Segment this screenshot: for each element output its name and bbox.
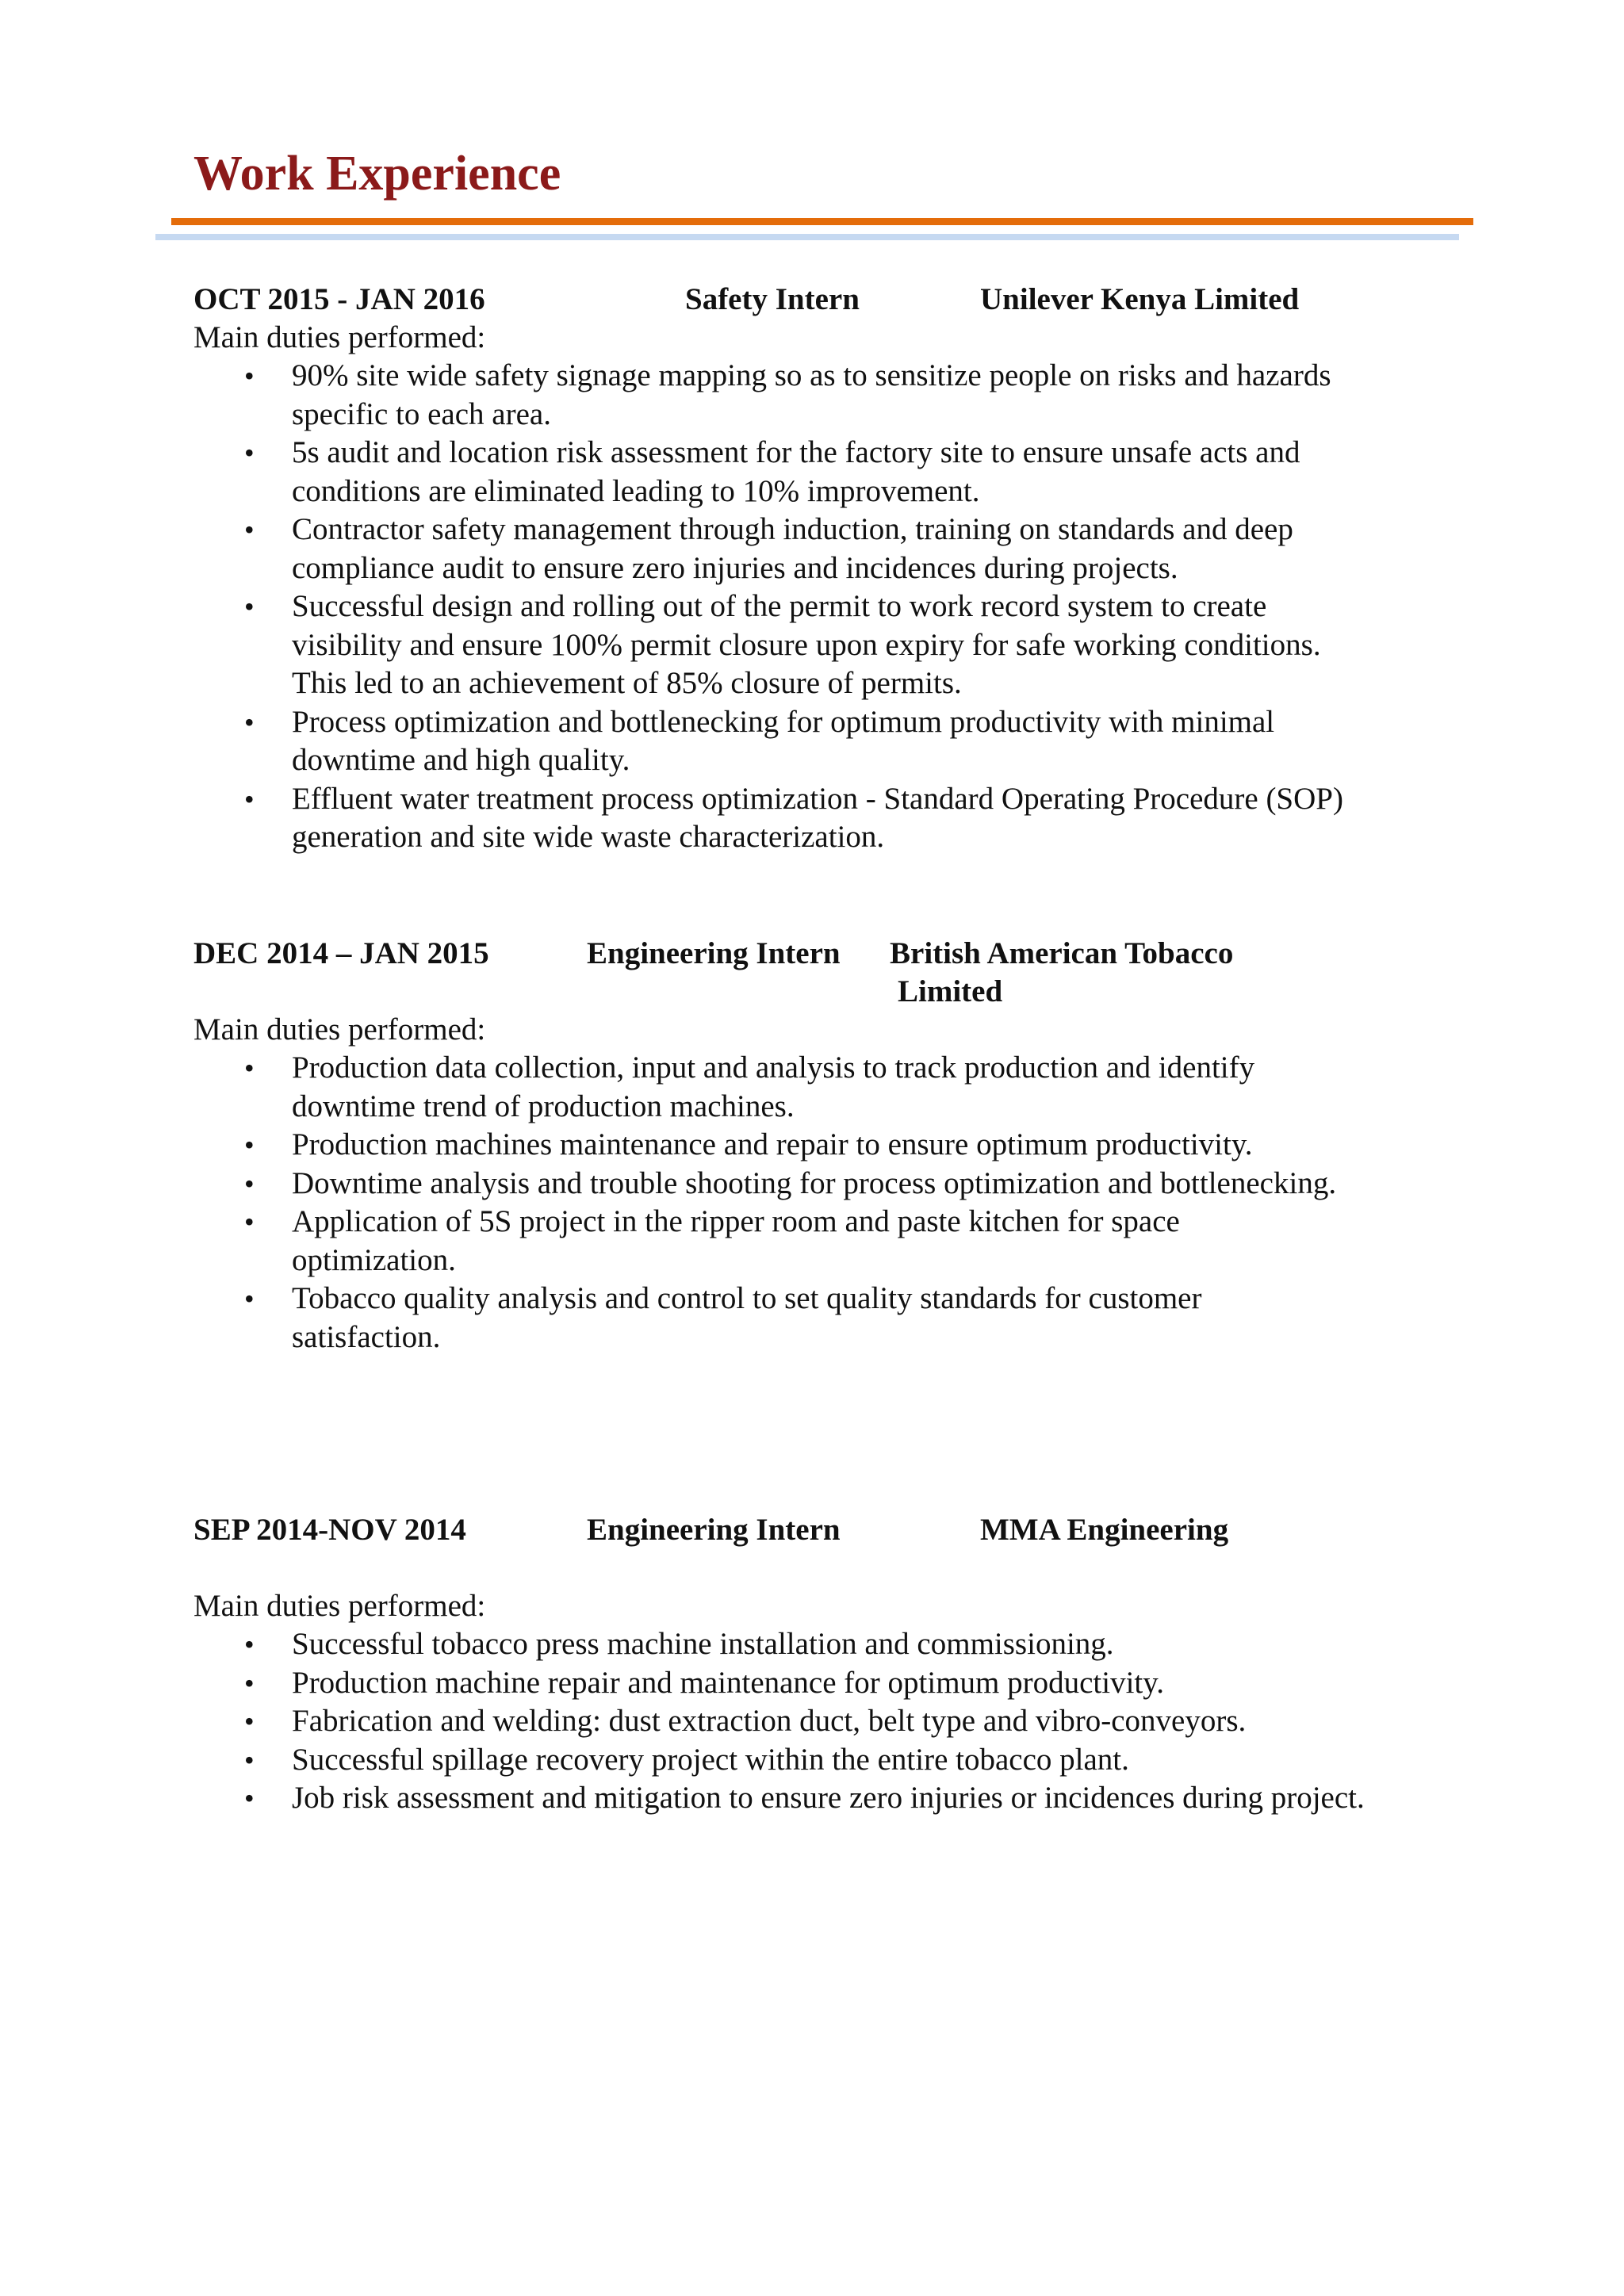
job-role: Engineering Intern [587, 1513, 841, 1547]
job-header [193, 281, 1367, 319]
duties-intro: Main duties performed: [193, 1012, 486, 1047]
job-header [193, 1511, 1375, 1587]
section-title: Work Experience [193, 147, 561, 201]
duty-item: • Successful design and rolling out of the permit to work record system to create visibility and ensure 100% permit closure upon expiry for safe working conditions. This led to an achievement of 85% closure of permits. [193, 587, 1367, 703]
duties-list [193, 1625, 1375, 1818]
duties-intro: Main duties performed: [193, 1589, 486, 1623]
duties-intro: Main duties performed: [193, 320, 486, 354]
job-header [193, 935, 1351, 1011]
duty-item: • Application of 5S project in the ripper room and paste kitchen for space optimization. [193, 1203, 1351, 1280]
duty-item: • Fabrication and welding: dust extraction duct, belt type and vibro-conveyors. [193, 1702, 1375, 1741]
duty-item: • Production machine repair and maintenance for optimum productivity. [193, 1664, 1375, 1703]
duties-list [193, 1049, 1351, 1357]
duty-item: • Process optimization and bottlenecking for optimum productivity with minimal downtime and high quality. [193, 703, 1367, 780]
job-dates: OCT 2015 - JAN 2016 [193, 282, 485, 316]
duty-item: • Production data collection, input and analysis to track production and identify downtime trend of production machines. [193, 1049, 1351, 1126]
job-role: Engineering Intern [587, 936, 841, 970]
duty-item: • Downtime analysis and trouble shooting for process optimization and bottlenecking. [193, 1165, 1351, 1203]
duty-item: • Tobacco quality analysis and control to set quality standards for customer satisfaction. [193, 1280, 1351, 1357]
job-company: British American Tobacco [890, 936, 1234, 970]
duty-item: • Effluent water treatment process optimization - Standard Operating Procedure (SOP) generation and site wide waste characterization. [193, 780, 1367, 857]
job-dates: DEC 2014 – JAN 2015 [193, 936, 489, 970]
duties-list [193, 357, 1367, 857]
job-dates: SEP 2014-NOV 2014 [193, 1513, 466, 1547]
title-underline-blue [155, 234, 1459, 240]
duty-item: • Contractor safety management through induction, training on standards and deep compliance audit to ensure zero injuries and incidences during projects. [193, 511, 1367, 587]
job-role: Safety Intern [685, 282, 860, 316]
job-company: MMA Engineering [980, 1513, 1229, 1547]
duty-item: • Successful tobacco press machine installation and commissioning. [193, 1625, 1375, 1664]
job-entry-bat [193, 935, 1351, 1357]
duty-item: • 90% site wide safety signage mapping so as to sensitize people on risks and hazards specific to each area. [193, 357, 1367, 434]
job-entry-unilever [193, 281, 1367, 857]
job-company-line2: Limited [898, 974, 1003, 1008]
duty-item: • Production machines maintenance and repair to ensure optimum productivity. [193, 1126, 1351, 1165]
job-entry-mma [193, 1511, 1375, 1818]
duty-item: • Successful spillage recovery project within the entire tobacco plant. [193, 1741, 1375, 1780]
duty-item: • 5s audit and location risk assessment for the factory site to ensure unsafe acts and conditions are eliminated leading to 10% improvement. [193, 434, 1367, 511]
job-company: Unilever Kenya Limited [980, 282, 1300, 316]
duty-item: • Job risk assessment and mitigation to ensure zero injuries or incidences during project. [193, 1779, 1375, 1818]
title-underline-orange [171, 218, 1473, 225]
